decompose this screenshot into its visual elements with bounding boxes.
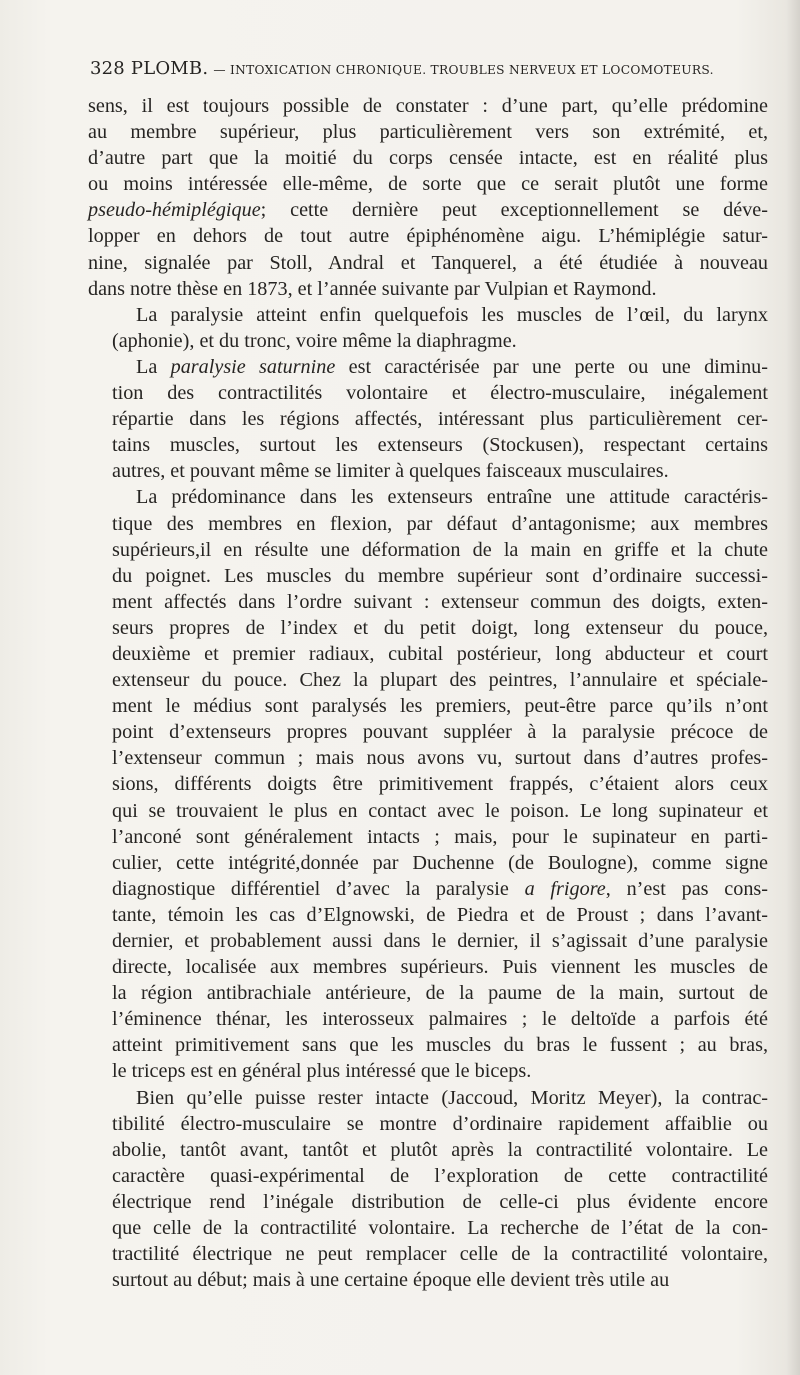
- text-line: [88, 197, 768, 223]
- text-line: la région antibrachiale antérieure, de la paume de la main, surtout de: [112, 982, 768, 1005]
- text-line: directe, localisée aux membres supérieurs. Puis viennent les muscles de: [112, 956, 768, 979]
- italic-text: pseudo-hémiplégique: [88, 199, 261, 222]
- text-segment: diagnostique différentiel d’avec la paralysie: [112, 877, 525, 900]
- italic-text: a frigore: [524, 877, 606, 900]
- text-line: deuxième et premier radiaux, cubital postérieur, long abducteur et court: [112, 642, 768, 665]
- text-line: que celle de la contractilité volontaire. La recherche de l’état de la con-: [112, 1217, 768, 1240]
- text-line: dans notre thèse en 1873, et l’année suivante par Vulpian et Raymond.: [88, 277, 657, 300]
- paragraph: [88, 484, 768, 1084]
- text-line: sions, différents doigts être primitivement frappés, c’étaient alors ceux: [112, 773, 768, 796]
- text-line: (aphonie), et du tronc, voire même la diaphragme.: [112, 329, 517, 352]
- text-line: électrique rend l’inégale distribution de celle-ci plus évidente encore: [112, 1190, 768, 1213]
- text-line: répartie dans les régions affectés, intéressant plus particulièrement cer-: [112, 408, 768, 431]
- text-line: au membre supérieur, plus particulièrement vers son extrémité, et,: [88, 121, 768, 144]
- page-header: [90, 58, 780, 82]
- text-line: nine, signalée par Stoll, Andral et Tanquerel, a été étudiée à nouveau: [88, 251, 768, 274]
- text-line: tains muscles, surtout les extenseurs (Stockusen), respectant certains: [112, 434, 768, 457]
- text-line: abolie, tantôt avant, tantôt et plutôt après la contractilité volontaire. Le: [112, 1138, 768, 1161]
- text-line: tique des membres en flexion, par défaut d’antagonisme; aux membres: [112, 512, 768, 535]
- text-line: l’extenseur commun ; mais nous avons vu, surtout dans d’autres profes-: [112, 747, 768, 770]
- text-line: lopper en dehors de tout autre épiphénomène aigu. L’hémiplégie satur-: [88, 225, 768, 248]
- text-line: [88, 354, 768, 380]
- paragraph: [88, 354, 768, 484]
- text-line: le triceps est en général plus intéressé que le biceps.: [112, 1060, 532, 1083]
- text-segment: ; cette dernière peut exceptionnellement se déve-: [260, 199, 768, 222]
- text-line: tractilité électrique ne peut remplacer celle de la contractilité volontaire,: [112, 1243, 768, 1266]
- text-line: point d’extenseurs propres pouvant suppléer à la paralysie précoce de: [112, 721, 768, 744]
- text-line: ou moins intéressée elle-même, de sorte que ce serait plutôt une forme: [88, 173, 768, 196]
- paragraph: [88, 302, 768, 354]
- body-text: [88, 93, 768, 1293]
- text-line: l’anconé sont généralement intacts ; mais, pour le supinateur en parti-: [112, 825, 768, 848]
- page-number: 328 PLOMB.: [90, 58, 209, 79]
- text-segment: , n’est pas cons-: [605, 877, 769, 900]
- text-line: Bien qu’elle puisse rester intacte (Jaccoud, Moritz Meyer), la contrac-: [136, 1086, 768, 1109]
- text-line: atteint primitivement sans que les muscles du bras le fussent ; au bras,: [112, 1034, 768, 1057]
- text-line: d’autre part que la moitié du corps censée intacte, est en réalité plus: [88, 147, 768, 170]
- text-line: tibilité électro-musculaire se montre d’ordinaire rapidement affaiblie ou: [112, 1112, 768, 1135]
- paragraph: [88, 93, 768, 302]
- text-line: La paralysie atteint enfin quelquefois les muscles de l’œil, du larynx: [136, 303, 768, 326]
- text-line: caractère quasi-expérimental de l’exploration de cette contractilité: [112, 1164, 768, 1187]
- page-edge-shadow: [786, 0, 800, 1375]
- text-line: tion des contractilités volontaire et électro-musculaire, inégalement: [112, 382, 768, 405]
- text-line: l’éminence thénar, les interosseux palmaires ; le deltoïde a parfois été: [112, 1008, 768, 1031]
- text-line: [88, 876, 768, 902]
- text-line: qui se trouvaient le plus en contact avec le poison. Le long supinateur et: [112, 799, 768, 822]
- text-line: dernier, et probablement aussi dans le dernier, il s’agissait d’une paralysie: [112, 930, 768, 952]
- text-line: La prédominance dans les extenseurs entraîne une attitude caractéris-: [136, 486, 768, 509]
- italic-text: paralysie saturnine: [170, 355, 336, 378]
- text-line: sens, il est toujours possible de constater : d’une part, qu’elle prédomine: [88, 95, 768, 117]
- text-line: ment affectés dans l’ordre suivant : extenseur commun des doigts, exten-: [112, 590, 768, 613]
- text-line: tante, témoin les cas d’Elgnowski, de Piedra et de Proust ; dans l’avant-: [112, 903, 768, 926]
- running-head: — INTOXICATION CHRONIQUE. TROUBLES NERVEUX ET LOCOMOTEURS.: [213, 63, 714, 77]
- text-line: autres, et pouvant même se limiter à quelques faisceaux musculaires.: [112, 460, 669, 483]
- text-line: extenseur du pouce. Chez la plupart des peintres, l’annulaire et spéciale-: [112, 669, 768, 692]
- paragraph: [88, 1085, 768, 1294]
- text-segment: est caractérisée par une perte ou une diminu-: [335, 355, 768, 378]
- text-segment: La: [136, 355, 171, 378]
- text-line: culier, cette intégrité,donnée par Duchenne (de Boulogne), comme signe: [112, 851, 768, 874]
- text-line: ment le médius sont paralysés les premiers, peut-être parce qu’ils n’ont: [112, 695, 768, 718]
- text-line: surtout au début; mais à une certaine époque elle devient très utile au: [112, 1269, 670, 1292]
- text-line: du poignet. Les muscles du membre supérieur sont d’ordinaire successi-: [112, 564, 768, 587]
- text-line: supérieurs,il en résulte une déformation de la main en griffe et la chute: [112, 538, 768, 561]
- text-line: seurs propres de l’index et du petit doigt, long extenseur du pouce,: [112, 616, 768, 639]
